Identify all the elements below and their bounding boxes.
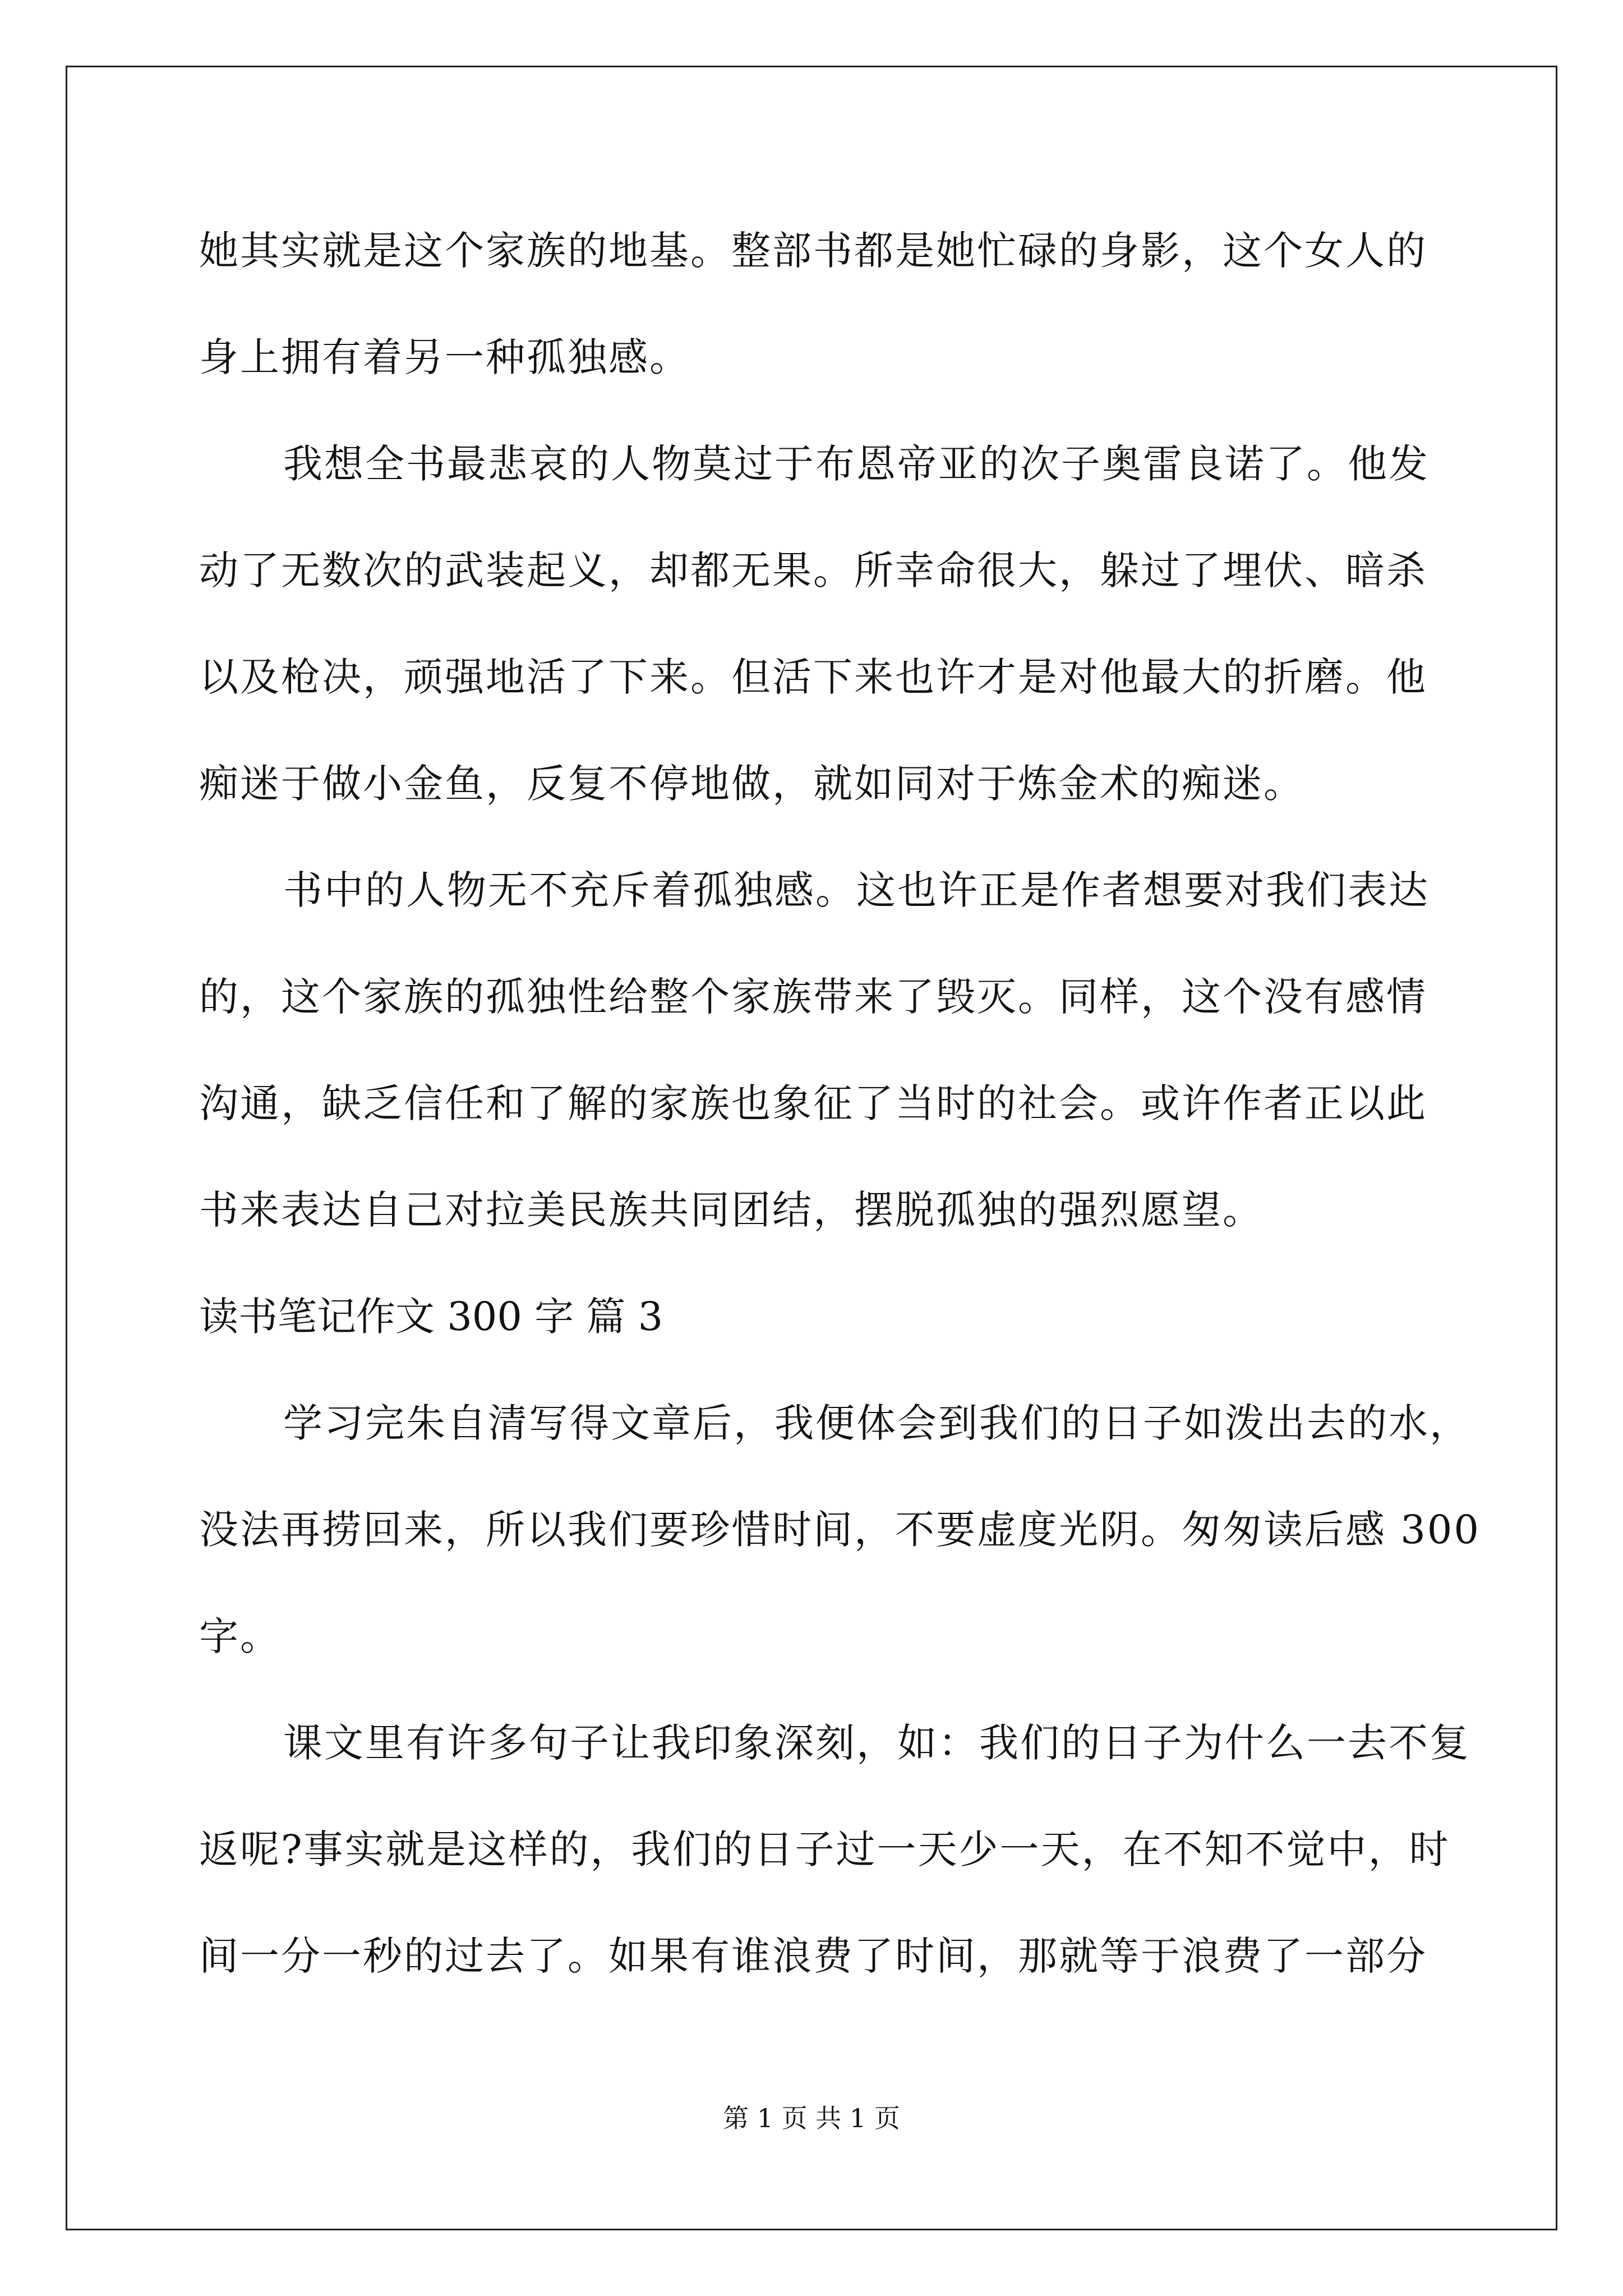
text-line: 间一分一秒的过去了。如果有谁浪费了时间，那就等于浪费了一部分 [199,1933,1427,1979]
document-body [199,197,1481,2009]
paragraph-start-line: 课文里有许多句子让我印象深刻，如：我们的日子为什么一去不复 [283,1720,1470,1766]
text-line: 的，这个家族的孤独性给整个家族带来了毁灭。同样，这个没有感情 [199,974,1427,1020]
text-line: 她其实就是这个家族的地基。整部书都是她忙碌的身影，这个女人的 [199,228,1427,274]
text-line: 动了无数次的武装起义，却都无果。所幸命很大，躲过了埋伏、暗杀 [199,547,1427,593]
text-line: 沟通，缺乏信任和了解的家族也象征了当时的社会。或许作者正以此 [199,1080,1427,1126]
text-line: 没法再捞回来，所以我们要珍惜时间，不要虚度光阴。匆匆读后感 300 [199,1507,1481,1553]
page-footer: 第 1 页 共 1 页 [723,2103,900,2133]
paragraph-start-line: 我想全书最悲哀的人物莫过于布恩帝亚的次子奥雷良诺了。他发 [283,441,1430,487]
text-line: 身上拥有着另一种孤独感。 [199,334,690,380]
section-heading: 读书笔记作文 300 字 篇 3 [199,1294,663,1340]
paragraph-start-line: 学习完朱自清写得文章后，我便体会到我们的日子如泼出去的水， [283,1400,1470,1446]
text-line: 痴迷于做小金鱼，反复不停地做，就如同对于炼金术的痴迷。 [199,761,1304,807]
text-line: 以及枪决，顽强地活了下来。但活下来也许才是对他最大的折磨。他 [199,654,1427,700]
text-line: 书来表达自己对拉美民族共同团结，摆脱孤独的强烈愿望。 [199,1187,1264,1233]
paragraph-start-line: 书中的人物无不充斥着孤独感。这也许正是作者想要对我们表达 [283,867,1430,913]
text-line: 返呢?事实就是这样的，我们的日子过一天少一天，在不知不觉中，时 [199,1826,1450,1872]
text-line: 字。 [199,1613,281,1659]
